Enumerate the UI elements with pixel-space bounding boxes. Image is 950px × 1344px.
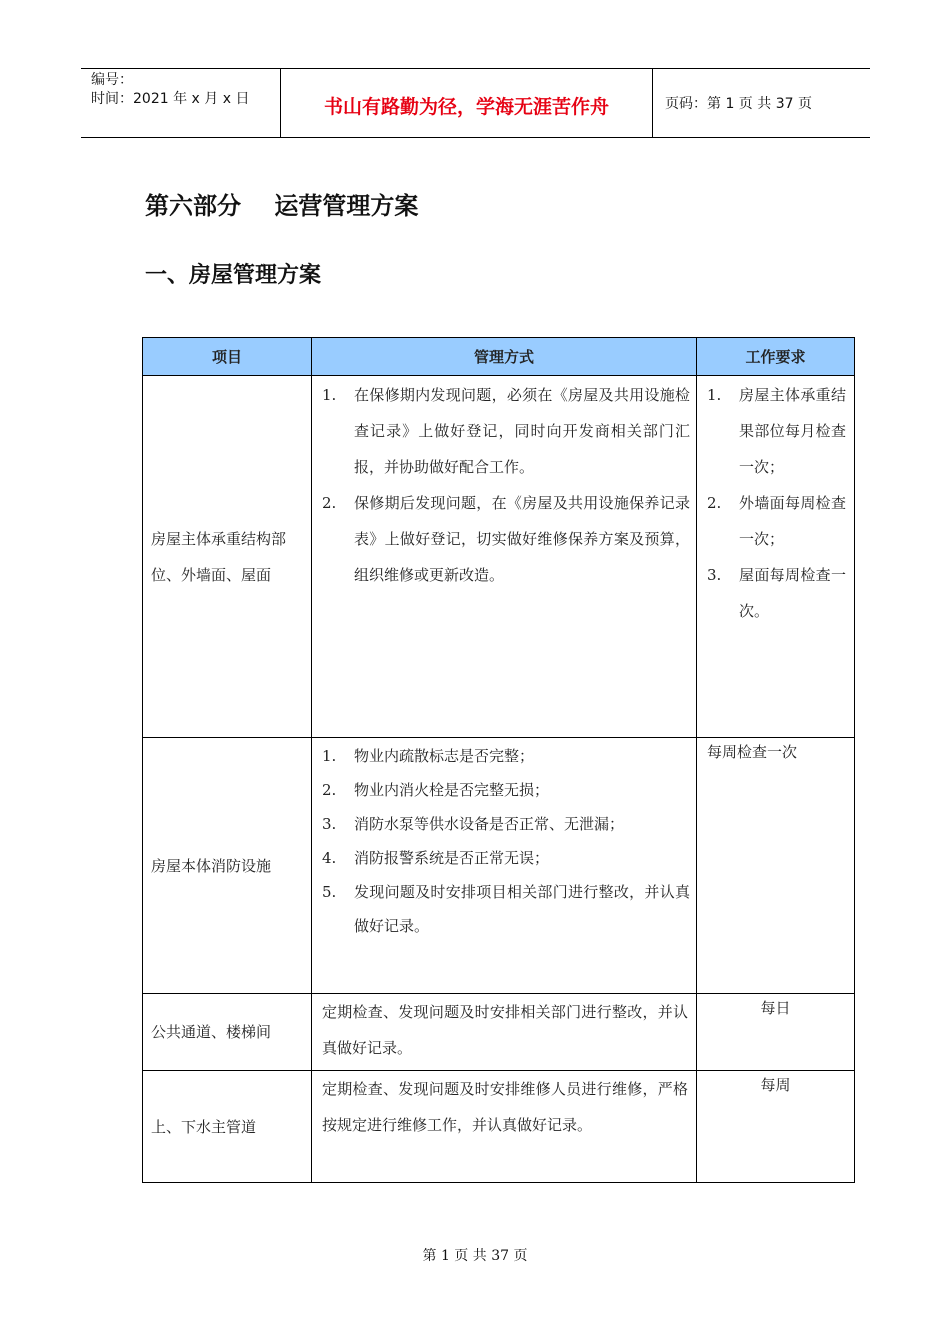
- list-item: 4. 消防报警系统是否正常无误；: [322, 849, 550, 867]
- header-method: 管理方式: [312, 338, 697, 376]
- page-header: [81, 68, 870, 138]
- table-row: [143, 738, 855, 994]
- table-header-row: [143, 338, 855, 376]
- subsection-title: 一、房屋管理方案: [145, 263, 322, 288]
- list-item: 1. 在保修期内发现问题，必须在《房屋及共用设施检查记录》上做好登记，同时向开发商相关部门汇报，并协助做好配合工作。: [322, 386, 690, 476]
- list-item: 2. 保修期后发现问题，在《房屋及共用设施保养记录表》上做好登记，切实做好维修保养方案及预算，组织维修或更新改造。: [322, 494, 690, 584]
- table-row: [143, 994, 855, 1071]
- header-requirement: 工作要求: [697, 338, 855, 376]
- table-row: [143, 1071, 855, 1183]
- row-item: 上、下水主管道: [143, 1071, 312, 1183]
- page-footer: 第 1 页 共 37 页: [422, 1248, 528, 1264]
- list-item: 3. 消防水泵等供水设备是否正常、无泄漏；: [322, 815, 625, 833]
- row-requirement: 每周: [697, 1071, 855, 1183]
- list-item: 1. 物业内疏散标志是否完整；: [322, 747, 535, 765]
- row-requirement: [697, 376, 855, 738]
- list-item: 2. 外墙面每周检查一次；: [707, 494, 846, 548]
- row-item: 房屋主体承重结构部位、外墙面、屋面: [143, 376, 312, 738]
- list-item: 5. 发现问题及时安排项目相关部门进行整改，并认真做好记录。: [322, 883, 690, 935]
- row-method: 定期检查、发现问题及时安排相关部门进行整改，并认真做好记录。: [312, 994, 697, 1071]
- row-item: 公共通道、楼梯间: [143, 994, 312, 1071]
- row-item: 房屋本体消防设施: [143, 738, 312, 994]
- management-table: [142, 337, 855, 1183]
- list-item: 3. 屋面每周检查一次。: [707, 566, 846, 620]
- header-page-info: 页码：第 1 页 共 37 页: [665, 96, 812, 112]
- number-label: 编号：: [91, 72, 133, 88]
- row-method: [312, 738, 697, 994]
- list-item: 1. 房屋主体承重结果部位每月检查一次；: [707, 386, 846, 476]
- list-item: 2. 物业内消火栓是否完整无损；: [322, 781, 550, 799]
- row-requirement: 每日: [697, 994, 855, 1071]
- row-method: [312, 376, 697, 738]
- header-item: 项目: [143, 338, 312, 376]
- table-row: [143, 376, 855, 738]
- header-motto: 书山有路勤为径，学海无涯苦作舟: [281, 69, 653, 137]
- section-title: 第六部分 运营管理方案: [145, 192, 419, 220]
- header-meta: [81, 69, 281, 137]
- row-method: 定期检查、发现问题及时安排维修人员进行维修，严格按规定进行维修工作，并认真做好记录。: [312, 1071, 697, 1183]
- time-label: 时间：2021 年 x 月 x 日: [91, 91, 250, 107]
- row-requirement: 每周检查一次: [697, 738, 855, 994]
